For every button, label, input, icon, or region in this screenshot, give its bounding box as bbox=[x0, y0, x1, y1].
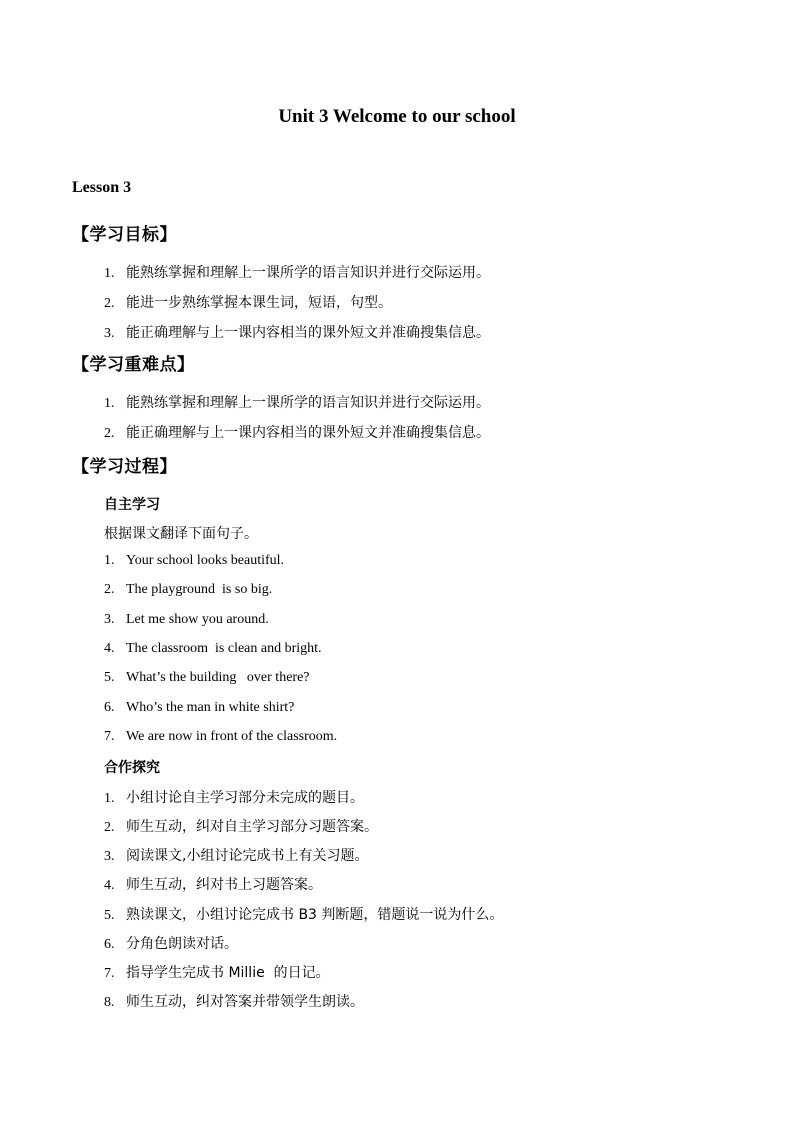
key-point-item: 1. 能熟练掌握和理解上一课所学的语言知识并进行交际运用。 bbox=[104, 395, 490, 411]
cooperation-label: 合作探究 bbox=[104, 760, 160, 776]
cooperation-item: 6. 分角色朗读对话。 bbox=[104, 936, 238, 952]
sentence-item: 5. What’s the building over there? bbox=[104, 670, 310, 685]
self-study-label: 自主学习 bbox=[104, 497, 160, 513]
sentence-item: 4. The classroom is clean and bright. bbox=[104, 641, 322, 656]
document-title: Unit 3 Welcome to our school bbox=[278, 106, 516, 127]
key-points-heading: 【学习重难点】 bbox=[72, 355, 195, 375]
cooperation-item: 8. 师生互动，纠对答案并带领学生朗读。 bbox=[104, 994, 364, 1010]
goal-item: 2. 能进一步熟练掌握本课生词，短语，句型。 bbox=[104, 295, 392, 311]
sentence-item: 2. The playground is so big. bbox=[104, 582, 273, 597]
sentence-item: 3. Let me show you around. bbox=[104, 612, 269, 627]
sentence-item: 1. Your school looks beautiful. bbox=[104, 553, 285, 568]
cooperation-item: 5. 熟读课文，小组讨论完成书 B3 判断题，错题说一说为什么。 bbox=[104, 907, 504, 923]
cooperation-item: 4. 师生互动，纠对书上习题答案。 bbox=[104, 877, 322, 893]
cooperation-item: 3. 阅读课文,小组讨论完成书上有关习题。 bbox=[104, 848, 369, 864]
cooperation-item: 1. 小组讨论自主学习部分未完成的题目。 bbox=[104, 790, 364, 806]
goal-item: 1. 能熟练掌握和理解上一课所学的语言知识并进行交际运用。 bbox=[104, 265, 490, 281]
sentence-item: 7. We are now in front of the classroom. bbox=[104, 729, 338, 744]
self-study-instruction: 根据课文翻译下面句子。 bbox=[104, 526, 258, 542]
process-heading: 【学习过程】 bbox=[72, 457, 177, 477]
sentence-item: 6. Who’s the man in white shirt? bbox=[104, 700, 295, 715]
cooperation-item: 2. 师生互动，纠对自主学习部分习题答案。 bbox=[104, 819, 378, 835]
goal-item: 3. 能正确理解与上一课内容相当的课外短文并准确搜集信息。 bbox=[104, 325, 490, 341]
key-point-item: 2. 能正确理解与上一课内容相当的课外短文并准确搜集信息。 bbox=[104, 425, 490, 441]
lesson-label: Lesson 3 bbox=[72, 179, 132, 196]
goals-heading: 【学习目标】 bbox=[72, 225, 177, 245]
cooperation-item: 7. 指导学生完成书 Millie 的日记。 bbox=[104, 965, 330, 981]
